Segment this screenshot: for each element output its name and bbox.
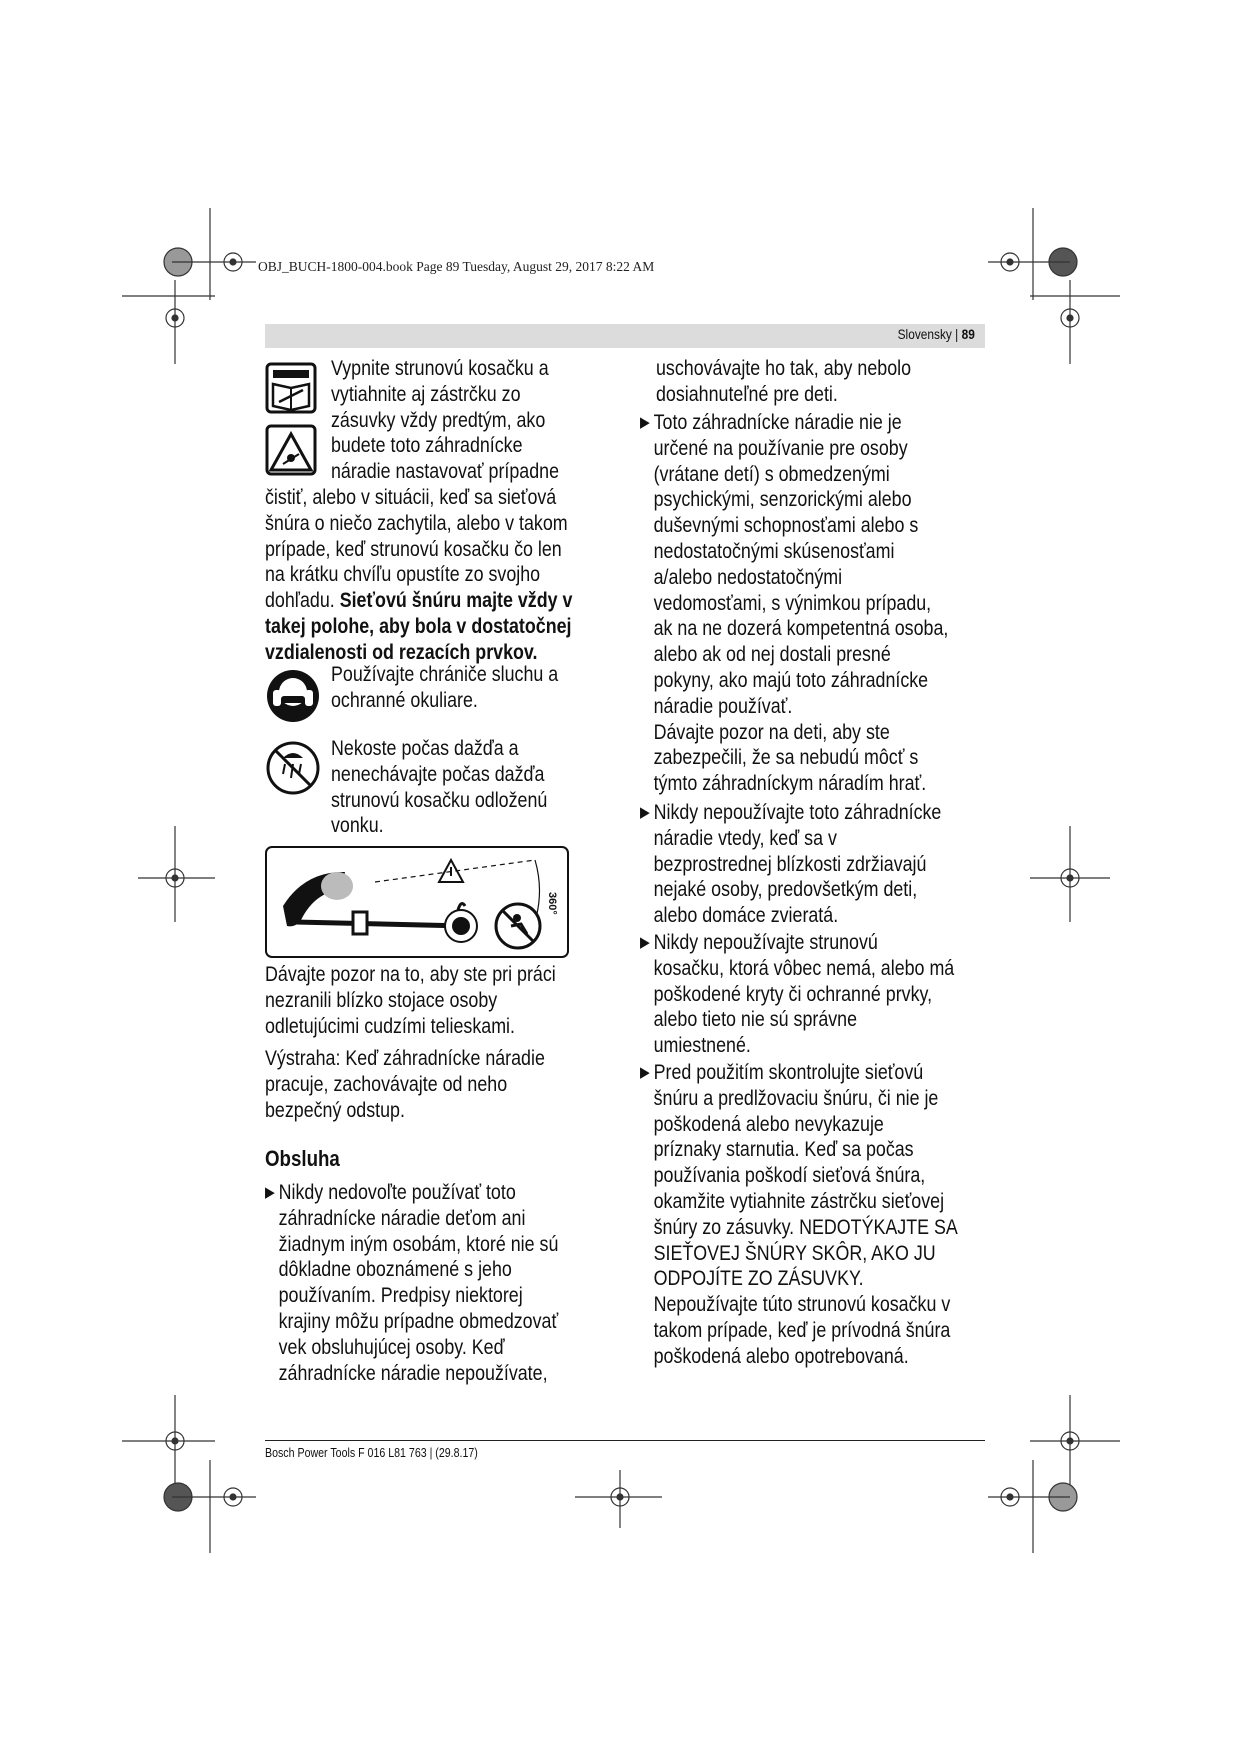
bullet-limited-abilities [640, 410, 1031, 797]
text-line: Nekoste počas dažďa a [331, 737, 519, 760]
text-line: uschovávajte ho tak, aby nebolo [656, 357, 912, 380]
distance-paragraph [265, 962, 622, 1039]
list-item [640, 800, 1031, 929]
list-item [640, 930, 1031, 1059]
list-item [640, 410, 1031, 797]
text-line: poškodená alebo nevykazuje [653, 1112, 884, 1136]
bullet-marker: ▶ [265, 1184, 275, 1201]
bold-text: Sieťovú šnúru majte vždy v [339, 589, 573, 613]
text-line: krajiny môžu prípadne obmedzovať [278, 1309, 559, 1333]
text-line: Dávajte pozor na deti, aby ste [653, 720, 890, 744]
text-line: Nikdy nepoužívajte toto záhradnícke [653, 801, 942, 824]
text-line: alebo ak od nej dostali presné [653, 643, 891, 667]
bullet-marker: ▶ [640, 1064, 650, 1081]
text-line: strunovú kosačku odloženú [331, 788, 548, 812]
text-line: nenechávajte počas dažďa [331, 762, 545, 786]
text-line: vytiahnite aj zástrčku zo [331, 382, 521, 406]
rain-instruction [331, 736, 612, 839]
text-line: Používajte chrániče sluchu a [331, 663, 559, 686]
text-line: psychickými, senzorickými alebo [653, 488, 912, 512]
text-line: šnúry zo zásuvky. NEDOTÝKAJTE SA [653, 1215, 958, 1239]
operation-section [265, 1146, 622, 1172]
text-line: budete toto záhradnícke [331, 434, 523, 458]
text-line: Dávajte pozor na to, aby ste pri práci [265, 963, 556, 986]
text-line: čistiť, alebo v situácii, keď sa sieťová [265, 486, 557, 509]
text-line: náradie nastavovať prípadne [331, 460, 559, 484]
text-line: vedomosťami, s výnimkou prípadu, [653, 591, 932, 615]
text-line: Nikdy nedovoľte používať toto [278, 1181, 516, 1204]
text-line: bezpečný odstup. [265, 1098, 405, 1122]
header-label [898, 326, 975, 342]
footer-info: Bosch Power Tools F 016 L81 763 | (29.8.17) [265, 1446, 478, 1460]
text-line: príznaky starnutia. Keď sa počas [653, 1138, 914, 1162]
text-line: používaním. Predpisy niektorej [278, 1284, 523, 1308]
text-line: SIEŤOVEJ ŠNÚRY SKÔR, AKO JU [653, 1241, 936, 1265]
warning-paragraph [265, 1046, 622, 1123]
text-line: náradie používať. [653, 694, 793, 718]
text-line: okamžite vytiahnite zástrčku sieťovej [653, 1189, 945, 1213]
text-line: používania poškodí sieťová šnúra, [653, 1164, 926, 1188]
text-line: alebo domáce zvieratá. [653, 904, 839, 928]
text-line: Vypnite strunovú kosačku a [331, 357, 549, 380]
continuation-text [656, 356, 1030, 408]
book-info: OBJ_BUCH-1800-004.book Page 89 Tuesday, August 29, 2017 8:22 AM [258, 259, 655, 274]
bold-text: vzdialenosti od rezacích prvkov. [265, 640, 538, 664]
text-line: nezranili blízko stojace osoby [265, 988, 498, 1012]
text-line: na krátku chvíľu opustíte zo svojho [265, 563, 541, 587]
bullet-cable-check [640, 1060, 1031, 1370]
text-line: ODPOJÍTE ZO ZÁSUVKY. [653, 1267, 864, 1291]
text-line: Výstraha: Keď záhradnícke náradie [265, 1047, 545, 1070]
bold-text: takej polohe, aby bola v dostatočnej [265, 614, 572, 638]
bullet-marker: ▶ [640, 414, 650, 431]
text-line: prípade, keď strunovú kosačku čo len [265, 537, 562, 561]
text-line: odletujúcimi cudzími telieskami. [265, 1014, 515, 1038]
text-line: vek obsluhujúcej osoby. Keď [278, 1335, 505, 1359]
text-line: vonku. [331, 814, 384, 838]
text-line: alebo tieto nie sú správne [653, 1008, 858, 1032]
text-line: pracuje, zachovávajte od neho [265, 1072, 508, 1096]
header-separator: | [952, 326, 962, 342]
text-line: bezprostrednej blízkosti zdržiavajú [653, 852, 927, 876]
list-item [640, 1060, 1031, 1370]
text-line: týmto záhradníckym náradím hrať. [653, 772, 927, 796]
text-line: ak na ne dozerá kompetentná osoba, [653, 617, 949, 641]
text-line: pokyny, ako majú toto záhradnícke [653, 668, 929, 692]
text-line: nedostatočnými skúsenosťami [653, 539, 895, 563]
list-item [265, 1180, 622, 1386]
text-line: dôkladne oboznámené s jeho [278, 1258, 512, 1282]
bullet-marker: ▶ [640, 804, 650, 821]
text-line: žiadnym iným osobám, ktoré nie sú [278, 1232, 559, 1256]
text-line: takom prípade, keď je prívodná šnúra [653, 1318, 951, 1342]
manual-unplug-icon [265, 362, 317, 414]
unplug-instruction [331, 356, 612, 485]
text-line: záhradnícke náradie deťom ani [278, 1206, 526, 1230]
text-line: Pred použitím skontrolujte sieťovú [653, 1061, 924, 1084]
text-line: ochranné okuliare. [331, 688, 478, 712]
text-line: náradie vtedy, keď sa v [653, 826, 837, 850]
text-line: Toto záhradnícke náradie nie je [653, 411, 902, 434]
text-line: (vrátane detí) s obmedzenými [653, 462, 890, 486]
text-line: dosiahnuteľné pre deti. [656, 382, 838, 406]
text-line: poškodená alebo opotrebovaná. [653, 1344, 909, 1368]
unplug-paragraph [265, 485, 622, 666]
header-language: Slovensky [897, 326, 953, 342]
page-header [265, 324, 985, 348]
text-line: a/alebo nedostatočnými [653, 565, 843, 589]
text-line: Nikdy nepoužívajte strunovú [653, 931, 878, 954]
bullet-bystanders [640, 800, 1031, 929]
text-line: šnúra o niečo zachytila, alebo v takom [265, 511, 568, 535]
text-line: umiestnené. [653, 1034, 751, 1058]
protection-instruction [331, 662, 612, 714]
footer-rule [265, 1440, 985, 1441]
text-line: poškodené kryty či ochranné prvky, [653, 982, 933, 1006]
bullet-marker: ▶ [640, 934, 650, 951]
ear-eye-protection-icon [265, 668, 321, 724]
figure-angle-label: 360° [546, 892, 558, 915]
warning-plug-icon [265, 424, 317, 476]
text-line: nejaké osoby, predovšetkým deti, [653, 878, 918, 902]
text-line: Nepoužívajte túto strunovú kosačku v [653, 1293, 951, 1317]
no-rain-icon [265, 740, 321, 796]
bullet-guards [640, 930, 1031, 1059]
bullet-children-use [265, 1180, 622, 1386]
text-line: zásuvky vždy predtým, ako [331, 408, 546, 432]
text-line: dohľadu. [265, 589, 340, 613]
text-line: záhradnícke náradie nepoužívate, [278, 1361, 548, 1385]
trimmer-safety-figure [265, 846, 569, 958]
page-number: 89 [961, 326, 975, 342]
text-line: kosačku, ktorá vôbec nemá, alebo má [653, 956, 955, 980]
text-line: duševnými schopnosťami alebo s [653, 514, 919, 538]
section-title: Obsluha [265, 1146, 340, 1171]
text-line: určené na používanie pre osoby [653, 436, 908, 460]
text-line: šnúru a predlžovaciu šnúru, či nie je [653, 1086, 939, 1110]
text-line: zabezpečili, že sa nebudú môcť s [653, 746, 919, 770]
